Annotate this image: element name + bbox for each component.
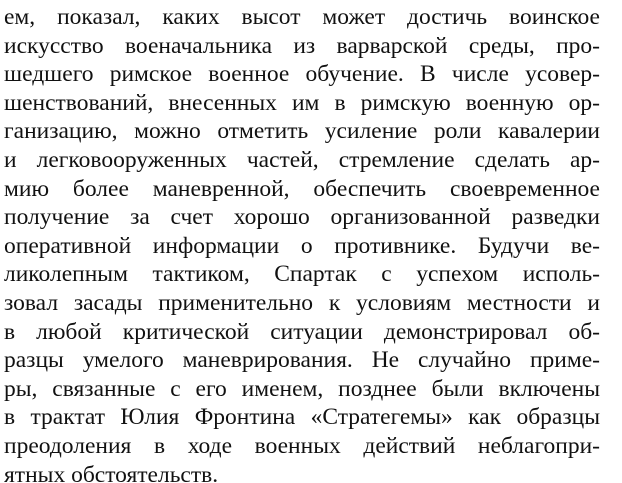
body-text bbox=[4, 3, 600, 483]
text-line-last: ятных обстоятельств. bbox=[4, 461, 219, 483]
text-line: и легковооруженных частей, стремление сделать ар- bbox=[4, 146, 600, 173]
text-line: ры, связанные с его именем, позднее были включены bbox=[4, 375, 600, 402]
text-line: ем, показал, каких высот может достичь воинское bbox=[4, 4, 600, 30]
text-line: ганизацию, можно отметить усиление роли кавалерии bbox=[4, 118, 600, 145]
text-line: в любой критической ситуации демонстрировал об- bbox=[4, 318, 600, 345]
text-line: искусство военачальника из варварской среды, про- bbox=[4, 32, 600, 59]
text-line: оперативной информации о противнике. Будучи ве- bbox=[4, 232, 600, 259]
text-line: зовал засады применительно к условиям местности и bbox=[4, 289, 600, 316]
text-line: шедшего римское военное обучение. В числе усовер- bbox=[4, 61, 600, 88]
text-line: в трактат Юлия Фронтина «Стратегемы» как образцы bbox=[4, 404, 600, 431]
text-line: мию более маневренной, обеспечить своевременное bbox=[4, 175, 600, 202]
text-line: разцы умелого маневрирования. Не случайно приме- bbox=[4, 347, 600, 374]
text-line: ликолепным тактиком, Спартак с успехом исполь- bbox=[4, 261, 600, 288]
text-line: преодоления в ходе военных действий неблагопри- bbox=[4, 432, 600, 459]
text-line: получение за счет хорошо организованной разведки bbox=[4, 204, 600, 231]
text-line: шенствований, внесенных им в римскую военную ор- bbox=[4, 89, 600, 116]
